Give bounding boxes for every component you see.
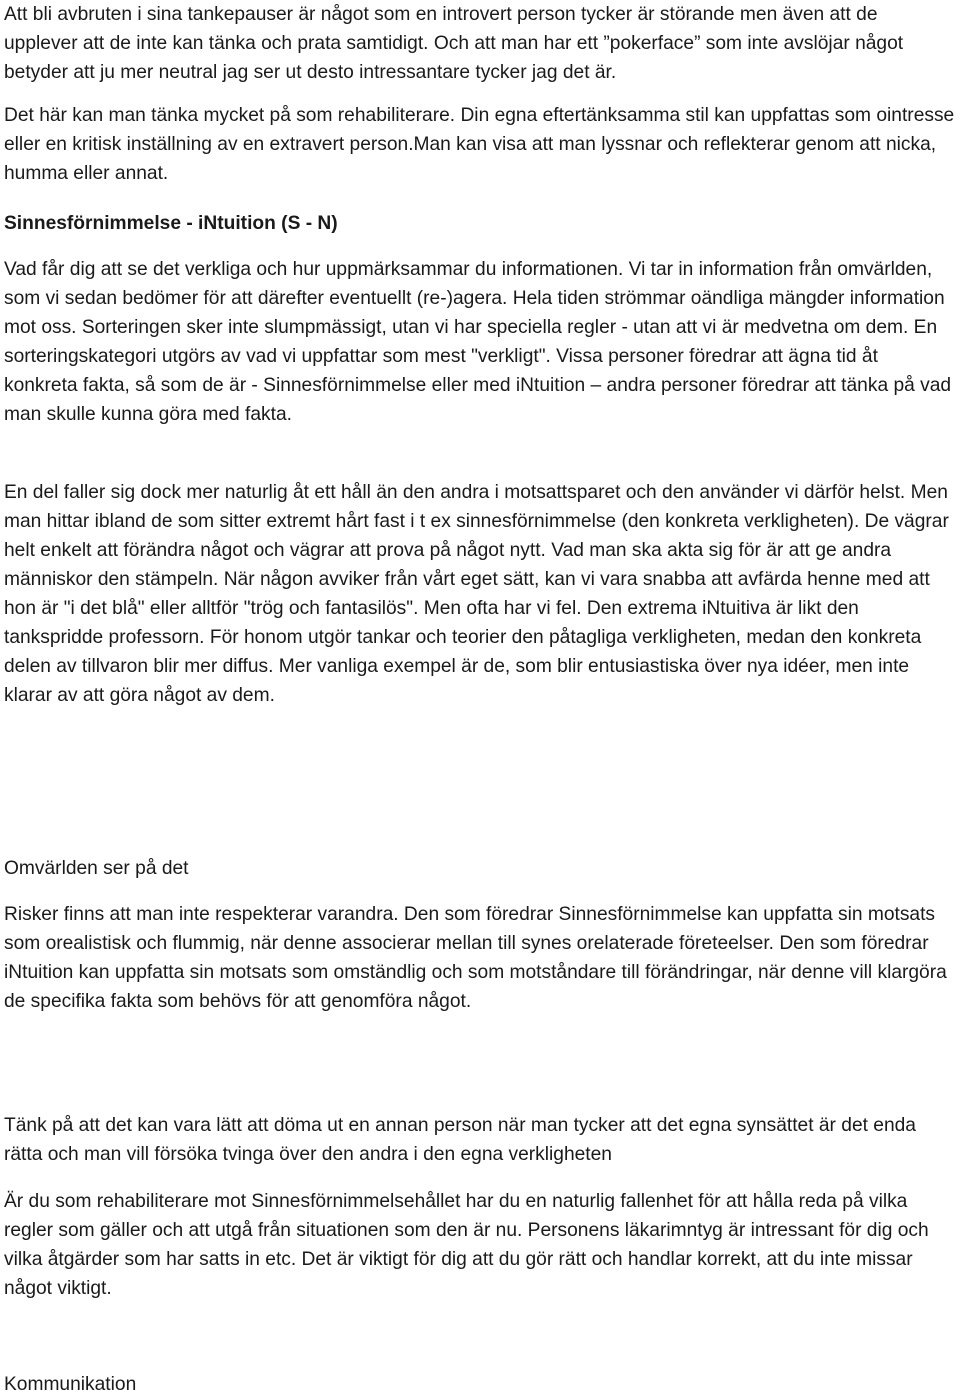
paragraph-rehabilitator-note: Det här kan man tänka mycket på som rehabiliterare. Din egna eftertänksamma stil kan uppfattas som ointresse eller en kritisk inställning av en extravert person.Man kan visa att man lyssnar och reflekterar genom att nicka, humma eller annat. — [4, 105, 955, 184]
paragraph-mutual-respect: Risker finns att man inte respekterar varandra. Den som föredrar Sinnesförnimmelse kan uppfatta sin motsats som orealistisk och flummig, när denne associerar mellan till synes orelaterade företeelser. Den som föredrar iNtuition kan uppfatta sin motsats som omständlig och som motståndare till förändringar, när denne vill klargöra de specifika fakta som behövs för att genomföra något. — [4, 904, 947, 1012]
paragraph-introvert-pauses: Att bli avbruten i sina tankepauser är något som en introvert person tycker är störande men även att de upplever att de inte kan tänka och prata samtidigt. Och att man har ett ”pokerface” som inte avslöjar något betyder att ju mer neutral jag ser ut desto intressantare tycker jag det är. — [4, 4, 904, 83]
paragraph-preference-extremes: En del faller sig dock mer naturlig åt ett håll än den andra i motsattsparet och den använder vi därför helst. Men man hittar ibland de som sitter extremt hårt fast i t ex sinnesförnimmelse (den konkreta verkligheten). De vägrar helt enkelt att förändra något och vägrar att prova på något nytt. Vad man ska akta sig för är att ge andra människor den stämpeln. När någon avviker från vårt eget sätt, kan vi vara snabba att avfärda henne med att hon är "i det blå" eller alltför "trög och fantasilös". Men ofta har vi fel. Den extrema iNtuitiva är likt den tankspridde professorn. För honom utgör tankar och teorier den påtagliga verkligheten, medan den konkreta delen av tillvaron blir mer diffus. Mer vanliga exempel är de, som blir entusiastiska över nya idéer, men inte klarar av att göra något av dem. — [4, 482, 949, 706]
paragraph-rehabilitator-sensing: Är du som rehabiliterare mot Sinnesförnimmelsehållet har du en naturlig fallenhet för att hålla reda på vilka regler som gäller och att utgå från situationen som den är nu. Personens läkarimntyg är intressant för dig och vilka åtgärder som har satts in etc. Det är viktigt för dig att du gör rätt och handlar korrekt, att du inte missar något viktigt. — [4, 1191, 929, 1299]
paragraph-judging-others: Tänk på att det kan vara lätt att döma ut en annan person när man tycker att det egna synsättet är det enda rätta och man vill försöka tvinga över den andra i den egna verkligheten — [4, 1115, 916, 1165]
paragraph-information-intake: Vad får dig att se det verkliga och hur uppmärksammar du informationen. Vi tar in information från omvärlden, som vi sedan bedömer för att därefter eventuellt (re-)agera. Hela tiden strömmar oändliga mängder information mot oss. Sorteringen sker inte slumpmässigt, utan vi har speciella regler - utan att vi är medvetna om dem. En sorteringskategori utgörs av vad vi uppfattar som mest "verkligt". Vissa personer föredrar att ägna tid åt konkreta fakta, så som de är - Sinnesförnimmelse eller med iNtuition – andra personer föredrar att tänka på vad man skulle kunna göra med fakta. — [4, 259, 952, 425]
section-heading-communication: Kommunikation — [4, 1374, 137, 1395]
section-heading-sensing-intuition: Sinnesförnimmelse - iNtuition (S - N) — [4, 213, 338, 234]
section-heading-environment: Omvärlden ser på det — [4, 858, 189, 879]
